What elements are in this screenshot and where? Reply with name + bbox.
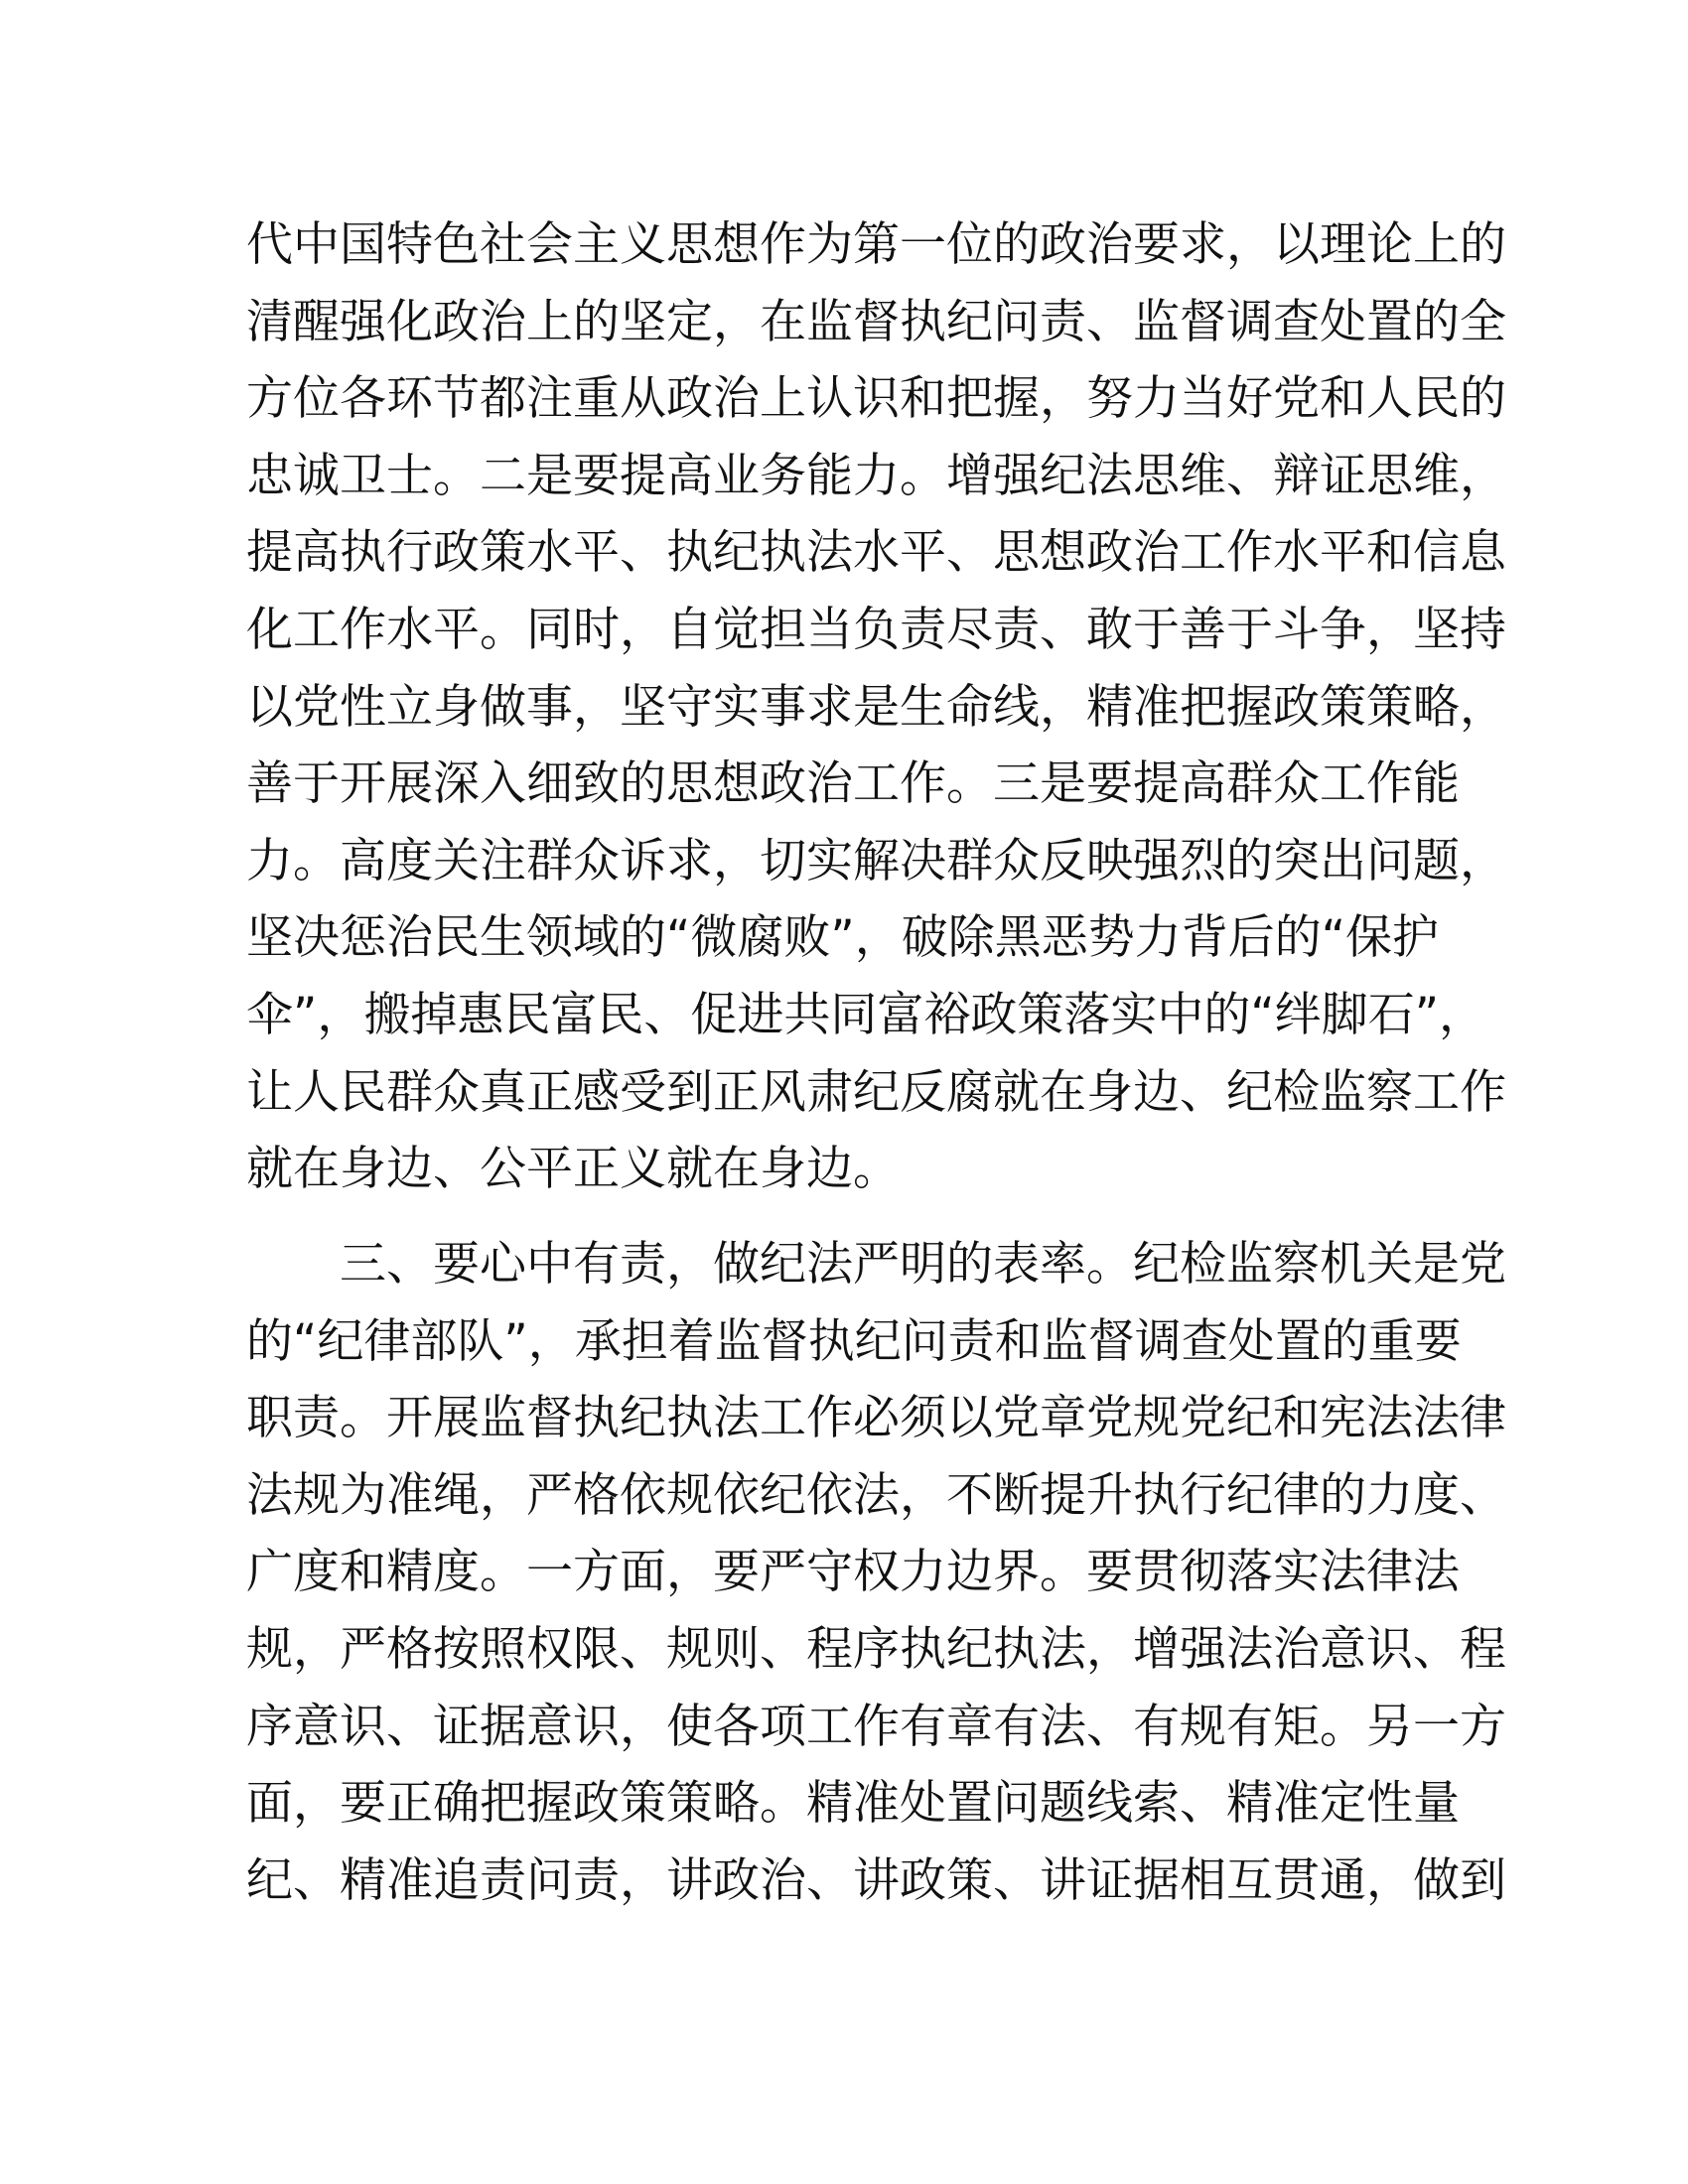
text-line: 序意识、证据意识，使各项工作有章有法、有规有矩。另一方	[246, 1699, 1506, 1754]
paragraph-1	[246, 206, 1506, 1208]
text-line: 方位各环节都注重从政治上认识和把握，努力当好党和人民的	[246, 371, 1506, 427]
text-line: 化工作水平。同时，自觉担当负责尽责、敢于善于斗争，坚持	[246, 602, 1506, 657]
text-line: 纪、精准追责问责，讲政治、讲政策、讲证据相互贯通，做到	[246, 1852, 1506, 1908]
text-line: 法规为准绳，严格依规依纪依法，不断提升执行纪律的力度、	[246, 1467, 1506, 1523]
text-line: 广度和精度。一方面，要严守权力边界。要贯彻落实法律法	[246, 1545, 1460, 1600]
text-line: 坚决惩治民生领域的“微腐败”，破除黑恶势力背后的“保护	[246, 910, 1440, 966]
text-line: 清醒强化政治上的坚定，在监督执纪问责、监督调查处置的全	[246, 294, 1506, 349]
text-line: 提高执行政策水平、执纪执法水平、思想政治工作水平和信息	[246, 525, 1506, 581]
text-line: 就在身边、公平正义就在身边。	[246, 1142, 900, 1197]
text-line: 让人民群众真正感受到正风肃纪反腐就在身边、纪检监察工作	[246, 1064, 1506, 1120]
text-line: 以党性立身做事，坚守实事求是生命线，精准把握政策策略，	[246, 679, 1506, 735]
text-line: 的“纪律部队”，承担着监督执纪问责和监督调查处置的重要	[246, 1313, 1462, 1369]
text-line: 善于开展深入细致的思想政治工作。三是要提高群众工作能	[246, 756, 1460, 812]
paragraph-2	[246, 1226, 1506, 1919]
text-line: 忠诚卫士。二是要提高业务能力。增强纪法思维、辩证思维，	[246, 448, 1506, 503]
text-line: 职责。开展监督执纪执法工作必须以党章党规党纪和宪法法律	[246, 1391, 1506, 1446]
text-line: 三、要心中有责，做纪法严明的表率。纪检监察机关是党	[246, 1237, 1506, 1292]
text-line: 力。高度关注群众诉求，切实解决群众反映强烈的突出问题，	[246, 833, 1506, 888]
text-line: 规，严格按照权限、规则、程序执纪执法，增强法治意识、程	[246, 1621, 1506, 1677]
text-line: 代中国特色社会主义思想作为第一位的政治要求，以理论上的	[246, 217, 1506, 272]
text-line: 伞”，搬掉惠民富民、促进共同富裕政策落实中的“绊脚石”，	[246, 987, 1486, 1042]
text-line: 面，要正确把握政策策略。精准处置问题线索、精准定性量	[246, 1776, 1460, 1832]
